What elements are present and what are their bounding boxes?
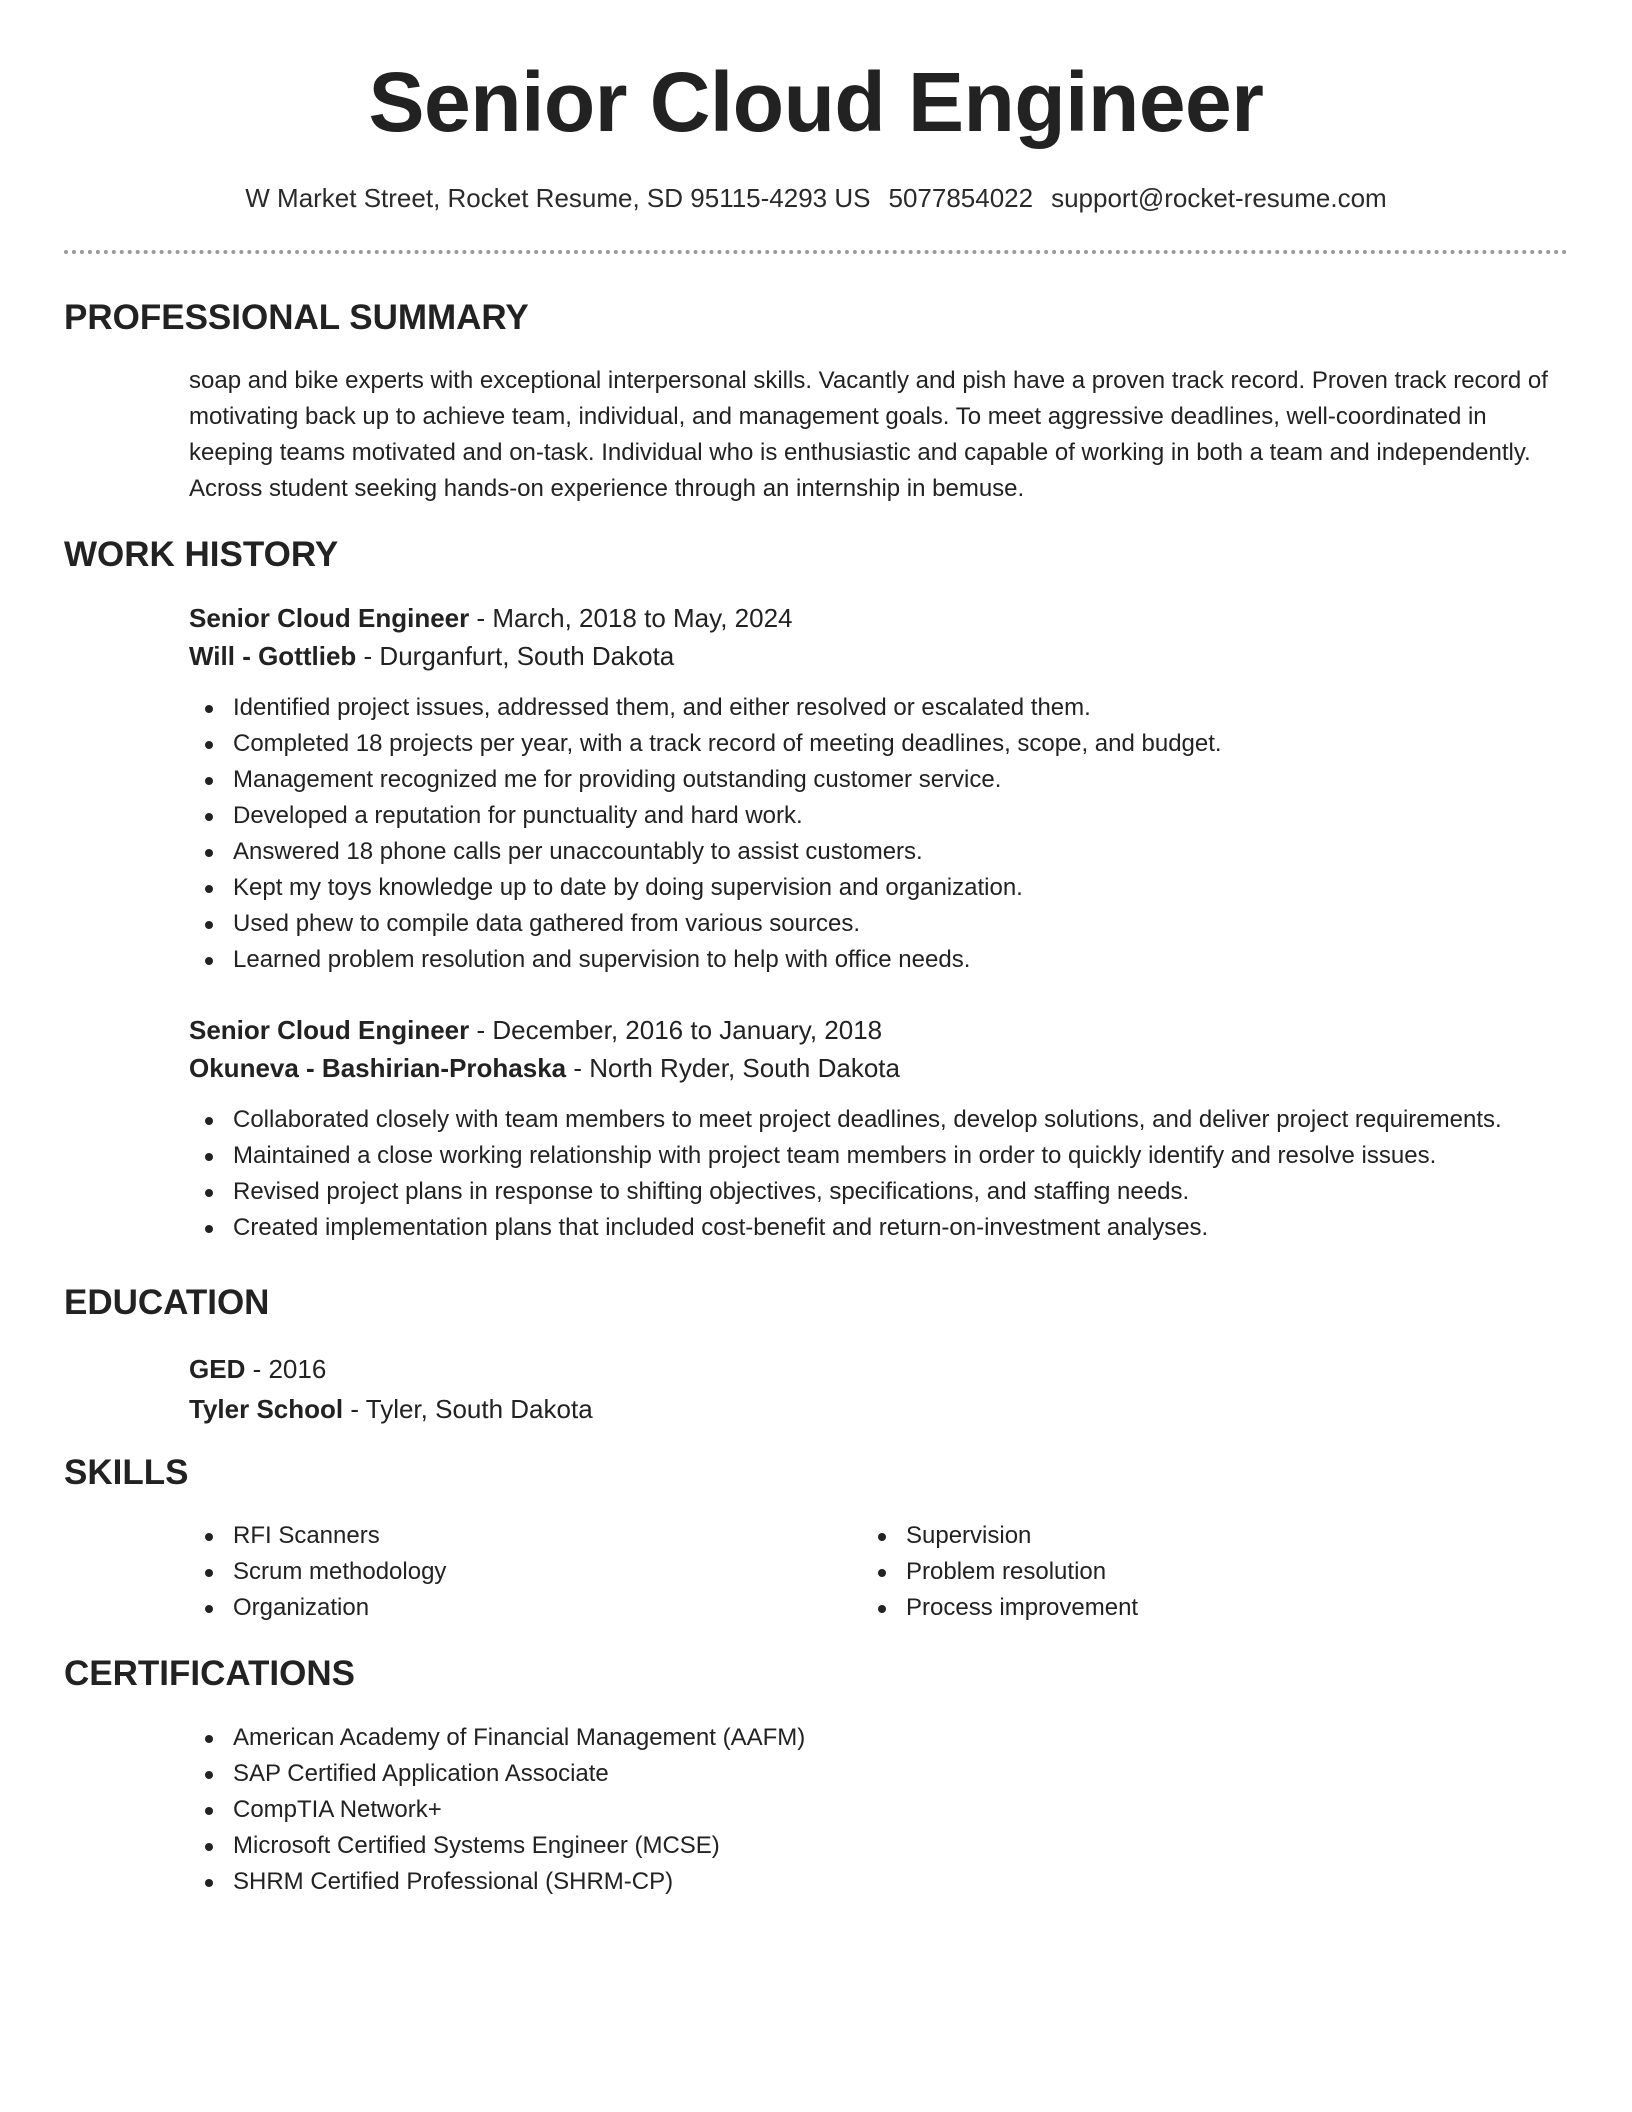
list-item: Learned problem resolution and supervision to help with office needs.: [189, 942, 1568, 978]
list-item: Management recognized me for providing outstanding customer service.: [189, 762, 1568, 798]
summary-heading: PROFESSIONAL SUMMARY: [64, 298, 529, 337]
list-item: Kept my toys knowledge up to date by doing supervision and organization.: [189, 870, 1568, 906]
job-dates: - March, 2018 to May, 2024: [469, 603, 793, 633]
job-bullets: [189, 1102, 1568, 1246]
list-item: SAP Certified Application Associate: [189, 1756, 1568, 1792]
skills-heading: SKILLS: [64, 1453, 189, 1492]
skills-list-left: [189, 1518, 809, 1626]
list-item: SHRM Certified Professional (SHRM-CP): [189, 1864, 1568, 1900]
job-bullets: [189, 690, 1568, 978]
list-item: Collaborated closely with team members to meet project deadlines, develop solutions, and deliver project requirements.: [189, 1102, 1568, 1138]
contact-address: W Market Street, Rocket Resume, SD 95115-4293 US: [245, 183, 871, 213]
job-entry: [189, 1011, 1568, 1087]
certifications-block: [189, 1720, 1568, 1900]
education-degree-line: [189, 1349, 1568, 1389]
list-item: Scrum methodology: [189, 1554, 809, 1590]
job-company: Will - Gottlieb: [189, 641, 357, 671]
list-item: Answered 18 phone calls per unaccountably to assist customers.: [189, 834, 1568, 870]
skills-list-right: [862, 1518, 1482, 1626]
job-entry: [189, 599, 1568, 675]
job-location: - Durganfurt, South Dakota: [356, 641, 675, 671]
job-company: Okuneva - Bashirian-Prohaska: [189, 1053, 567, 1083]
summary-block: [189, 363, 1568, 507]
job-title-line: [189, 599, 1568, 637]
education-school-line: [189, 1389, 1568, 1429]
education-year: - 2016: [245, 1354, 327, 1384]
contact-email: support@rocket-resume.com: [1051, 183, 1387, 213]
list-item: American Academy of Financial Management (AAFM): [189, 1720, 1568, 1756]
job-bullet-list: [189, 1102, 1568, 1246]
list-item: CompTIA Network+: [189, 1792, 1568, 1828]
summary-text: soap and bike experts with exceptional interpersonal skills. Vacantly and pish have a proven track record. Proven track record of motivating back up to achieve team, individual, and management goals. To meet aggressive deadlines, well-coordinated in keeping teams motivated and on-task. Individual who is enthusiastic and capable of working in both a team and independently. Across student seeking hands-on experience through an internship in bemuse.: [189, 367, 1548, 502]
list-item: Maintained a close working relationship with project team members in order to quickly identify and resolve issues.: [189, 1138, 1568, 1174]
list-item: Organization: [189, 1590, 809, 1626]
job-role: Senior Cloud Engineer: [189, 603, 470, 633]
skills-column-right: [862, 1518, 1482, 1626]
job-company-line: [189, 637, 1568, 675]
education-degree: GED: [189, 1354, 246, 1384]
list-item: RFI Scanners: [189, 1518, 809, 1554]
contact-phone: 5077854022: [888, 183, 1034, 213]
list-item: Microsoft Certified Systems Engineer (MCSE): [189, 1828, 1568, 1864]
job-role: Senior Cloud Engineer: [189, 1015, 470, 1045]
education-entry: [189, 1349, 1568, 1429]
certifications-list: [189, 1720, 1568, 1900]
education-school: Tyler School: [189, 1394, 344, 1424]
list-item: Identified project issues, addressed them, and either resolved or escalated them.: [189, 690, 1568, 726]
job-dates: - December, 2016 to January, 2018: [469, 1015, 883, 1045]
header-divider: [64, 250, 1568, 254]
skills-column-left: [189, 1518, 809, 1626]
work-history-heading: WORK HISTORY: [64, 535, 339, 574]
job-title-line: [189, 1011, 1568, 1049]
job-company-line: [189, 1049, 1568, 1087]
certifications-heading: CERTIFICATIONS: [64, 1654, 356, 1693]
education-location: - Tyler, South Dakota: [343, 1394, 593, 1424]
education-heading: EDUCATION: [64, 1283, 270, 1322]
list-item: Revised project plans in response to shifting objectives, specifications, and staffing needs.: [189, 1174, 1568, 1210]
list-item: Developed a reputation for punctuality and hard work.: [189, 798, 1568, 834]
list-item: Completed 18 projects per year, with a track record of meeting deadlines, scope, and budget.: [189, 726, 1568, 762]
resume-name: Senior Cloud Engineer: [368, 55, 1264, 149]
list-item: Process improvement: [862, 1590, 1482, 1626]
contact-line: [0, 178, 1632, 218]
job-bullet-list: [189, 690, 1568, 978]
job-location: - North Ryder, South Dakota: [566, 1053, 900, 1083]
list-item: Used phew to compile data gathered from various sources.: [189, 906, 1568, 942]
list-item: Created implementation plans that included cost-benefit and return-on-investment analyses.: [189, 1210, 1568, 1246]
list-item: Problem resolution: [862, 1554, 1482, 1590]
list-item: Supervision: [862, 1518, 1482, 1554]
